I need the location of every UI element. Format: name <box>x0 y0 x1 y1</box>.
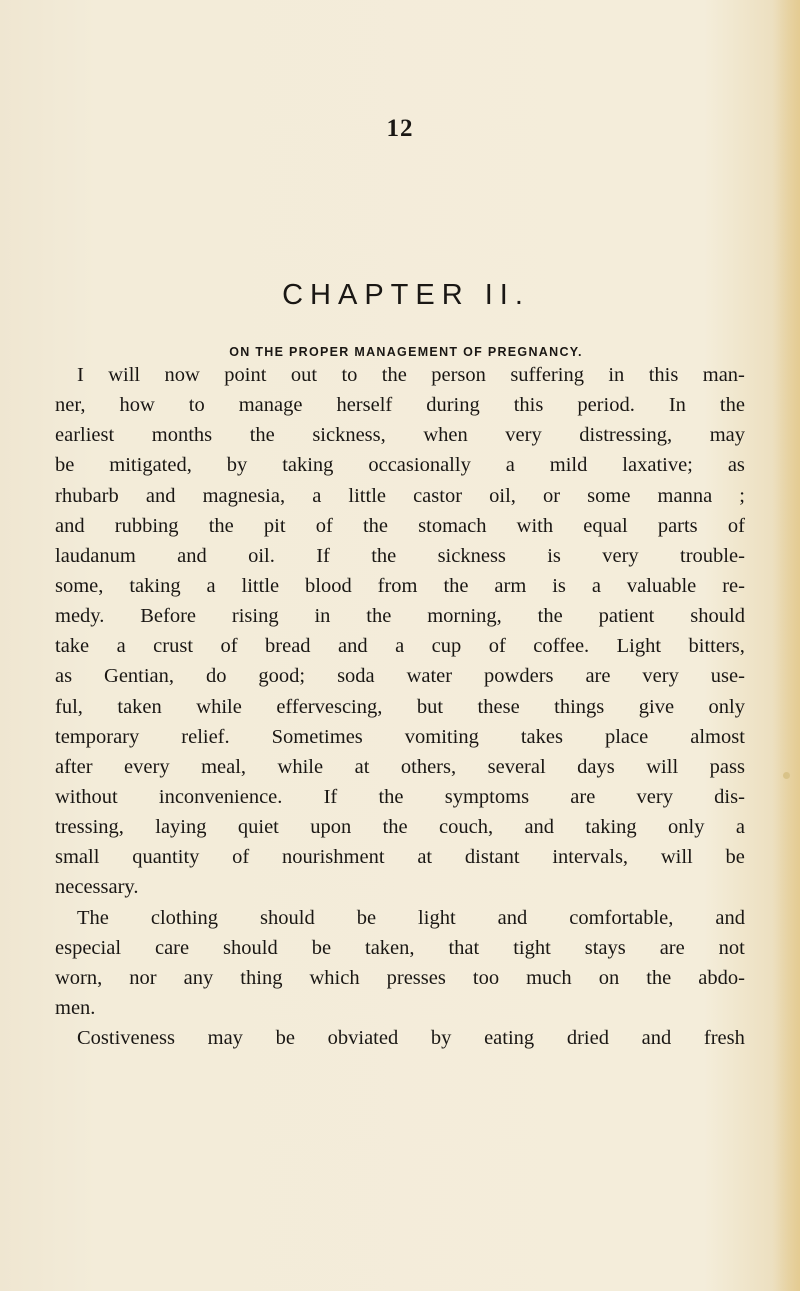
text-line: temporary relief. Sometimes vomiting takes place almost <box>55 725 745 748</box>
text-line: rhubarb and magnesia, a little castor oil, or some manna ; <box>55 484 745 507</box>
text-line: ful, taken while effervescing, but these things give only <box>55 695 745 718</box>
text-line: after every meal, while at others, several days will pass <box>55 755 745 778</box>
text-line: without inconvenience. If the symptoms are very dis- <box>55 785 745 808</box>
page-number: 12 <box>386 115 414 142</box>
text-line: be mitigated, by taking occasionally a mild laxative; as <box>55 454 745 477</box>
chapter-title: CHAPTER II. <box>282 279 530 311</box>
text-line: I will now point out to the person suffering in this man- <box>77 364 745 386</box>
text-line: and rubbing the pit of the stomach with equal parts of <box>55 514 745 537</box>
body-text <box>55 360 745 1053</box>
text-line: Costiveness may be obviated by eating dried and fresh <box>77 1027 745 1050</box>
text-line: medy. Before rising in the morning, the patient should <box>55 605 745 628</box>
text-line: tressing, laying quiet upon the couch, and taking only a <box>55 816 745 839</box>
text-line: take a crust of bread and a cup of coffee. Light bitters, <box>55 635 745 658</box>
text-line: especial care should be taken, that tight stays are not <box>55 936 745 959</box>
text-line: as Gentian, do good; soda water powders are very use- <box>55 665 745 688</box>
chapter-subtitle: ON THE PROPER MANAGEMENT OF PREGNANCY. <box>229 345 583 359</box>
text-line: necessary. <box>55 876 139 899</box>
text-line: men. <box>55 996 96 1019</box>
text-line: earliest months the sickness, when very distressing, may <box>55 424 745 447</box>
text-line: worn, nor any thing which presses too much on the abdo- <box>55 966 745 989</box>
page-edge-stain <box>772 0 800 1291</box>
text-line: The clothing should be light and comfortable, and <box>77 906 745 929</box>
text-line: laudanum and oil. If the sickness is very trouble- <box>55 544 745 567</box>
text-line: ner, how to manage herself during this period. In the <box>55 394 745 417</box>
text-line: small quantity of nourishment at distant intervals, will be <box>55 846 745 869</box>
page-foxing-spot <box>783 772 790 779</box>
text-line: some, taking a little blood from the arm is a valuable re- <box>55 574 745 597</box>
